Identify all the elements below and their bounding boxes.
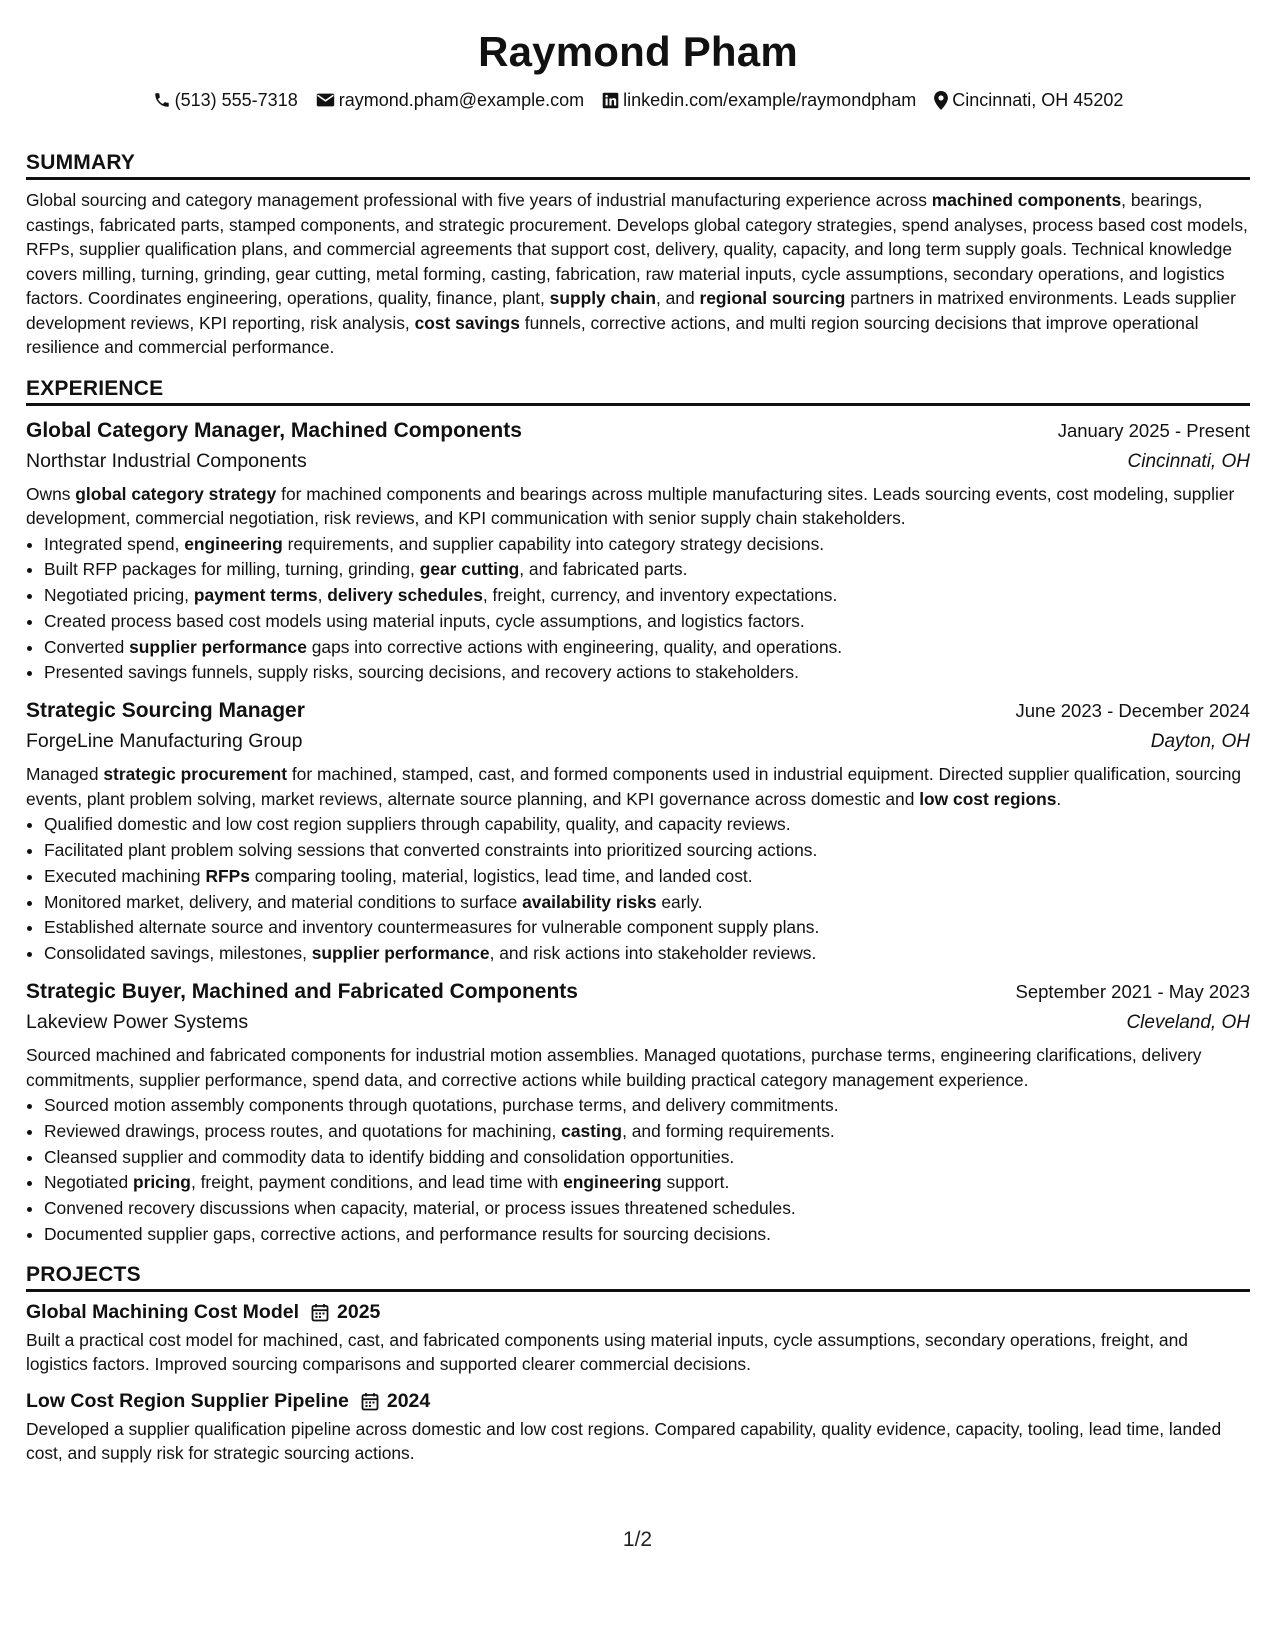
bullet-item [44,660,1250,686]
text-run: funnels, corrective actions, and multi region sourcing decisions that improve operational resilience and commercial performance. [26,312,1199,357]
text-run: Negotiated pricing, [44,585,194,606]
job-title: Strategic Sourcing Manager [26,699,305,723]
bullet-item [44,557,1250,583]
text-run: , freight, currency, and inventory expectations. [482,585,838,606]
bullet-item [44,890,1250,916]
text-run: , bearings, castings, fabricated parts, stamped components, and strategic procurement. Develops global category strategies, spend analyses, process based cost models, RFPs, supplier qualification plans, and commercial agreements that support cost, delivery, quality, capacity, and long term supply goals. Technical knowledge covers milling, turning, grinding, gear cutting, metal forming, casting, fabrication, raw material inputs, cycle assumptions, secondary operations, and logistics factors. Coordinates engineering, operations, quality, finance, plant, [26,190,1248,308]
calendar-icon [307,1303,329,1322]
calendar-icon [357,1392,379,1411]
job-location: Cleveland, OH [1126,1012,1250,1034]
text-run: . [1056,788,1062,809]
text-run: support. [661,1172,730,1193]
text-run: Reviewed drawings, process routes, and quotations for machining, [44,1120,562,1141]
project-name: Low Cost Region Supplier Pipeline [26,1390,349,1413]
summary-text [26,188,1250,360]
company-name: ForgeLine Manufacturing Group [26,730,303,753]
contact-bar [26,88,1250,112]
bold-text: global category strategy [75,483,277,504]
bullet-item [44,1093,1250,1119]
project-description: Built a practical cost model for machined, cast, and fabricated components using material inputs, cycle assumptions, secondary operations, freight, and logistics factors. Improved sourcing comparisons and supported clearer commercial decisions. [26,1329,1188,1375]
bullet-item [44,1170,1250,1196]
text-run: Documented supplier gaps, corrective actions, and performance results for sourcing decisions. [44,1224,771,1245]
company-name: Northstar Industrial Components [26,449,307,472]
contact-location [934,88,1123,112]
bullet-item [44,941,1250,967]
company-name: Lakeview Power Systems [26,1011,249,1034]
map-pin-icon [934,91,948,110]
job-entry [26,977,1250,1248]
project-entry [26,1387,1250,1466]
text-run: Negotiated [44,1172,133,1193]
job-entry [26,696,1250,967]
bullet-item [44,864,1250,890]
job-bullets [26,532,1250,687]
candidate-name: Raymond Pham [478,28,798,75]
bullet-item [44,1119,1250,1145]
envelope-icon [316,92,335,108]
text-run: comparing tooling, material, logistics, lead time, and landed cost. [249,865,753,886]
text-run: Qualified domestic and low cost region suppliers through capability, quality, and capacity reviews. [44,814,791,835]
job-bullets [26,1093,1250,1248]
text-run: partners in matrixed environments. Leads supplier development reviews, KPI reporting, risk analysis, [26,288,1236,333]
linkedin-text[interactable]: linkedin.com/example/raymondpham [623,90,917,110]
summary-heading: SUMMARY [26,148,1250,180]
bold-text: low cost regions [919,788,1057,809]
bold-text: engineering [563,1172,662,1193]
text-run: , and [655,288,700,308]
text-run: , and fabricated parts. [519,559,688,580]
text-run: Built RFP packages for milling, turning, grinding, [44,559,420,580]
bold-text: engineering [184,533,283,554]
bullet-item [44,1145,1250,1171]
job-bullets [26,812,1250,967]
text-run: Sourced machined and fabricated components for industrial motion assemblies. Managed quotations, purchase terms, engineering clarifications, delivery commitments, supplier performance, spend data, and corrective actions while building practical category management experience. [26,1045,1202,1090]
text-run: Global sourcing and category management professional with five years of industrial manufacturing experience across [26,190,932,210]
bullet-item [44,915,1250,941]
bold-text: gear cutting [419,559,520,580]
job-title: Strategic Buyer, Machined and Fabricated Components [26,980,578,1004]
bold-text: regional sourcing [699,288,846,308]
text-run: Managed [26,764,104,785]
page-number: 1/2 [622,1528,653,1551]
bullet-item [44,609,1250,635]
projects-heading: PROJECTS [26,1260,1250,1292]
bullet-item [44,812,1250,838]
job-entry [26,416,1250,687]
text-run: Converted [44,636,130,657]
bullet-item [44,1196,1250,1222]
bullet-item [44,583,1250,609]
job-location: Cincinnati, OH [1127,450,1250,472]
job-dates: September 2021 - May 2023 [1015,981,1250,1003]
project-entry [26,1298,1250,1377]
bold-text: pricing [132,1172,191,1193]
text-run: Established alternate source and inventory countermeasures for vulnerable component supply plans. [44,917,820,938]
text-run: Owns [26,483,76,504]
text-run: for machined, stamped, cast, and formed components used in industrial equipment. Directed supplier qualification, sourcing events, plant problem solving, market reviews, alternate source planning, and KPI governance across domestic and [26,764,1242,809]
contact-email [316,88,584,112]
bold-text: machined components [931,190,1122,210]
text-run: requirements, and supplier capability into category strategy decisions. [282,533,825,554]
text-run: , [317,585,328,606]
bullet-item [44,532,1250,558]
phone-icon [153,91,171,109]
bold-text: cost savings [414,312,520,333]
bold-text: delivery schedules [327,585,483,606]
phone-text[interactable]: (513) 555-7318 [174,90,298,110]
bullet-item [44,838,1250,864]
contact-linkedin [602,88,916,112]
project-year: 2025 [337,1301,381,1324]
linkedin-icon [602,92,619,109]
resume-page [26,0,1250,1466]
bold-text: availability risks [522,891,657,912]
location-text: Cincinnati, OH 45202 [952,90,1124,110]
project-year: 2024 [386,1390,431,1413]
job-description [26,482,1250,531]
text-run: , and forming requirements. [622,1120,835,1141]
job-dates: June 2023 - December 2024 [1015,700,1250,722]
contact-phone [153,88,298,112]
email-text[interactable]: raymond.pham@example.com [338,90,585,110]
text-run: Executed machining [44,865,206,886]
bold-text: RFPs [205,865,250,886]
text-run: , freight, payment conditions, and lead time with [190,1172,564,1193]
text-run: Sourced motion assembly components through quotations, purchase terms, and delivery commitments. [44,1095,839,1116]
bullet-item [44,635,1250,661]
job-location: Dayton, OH [1150,731,1250,753]
job-description [26,1043,1250,1092]
text-run: Created process based cost models using material inputs, cycle assumptions, and logistics factors. [44,610,805,631]
job-title: Global Category Manager, Machined Components [26,418,522,442]
text-run: Presented savings funnels, supply risks, sourcing decisions, and recovery actions to stakeholders. [44,662,799,683]
text-run: early. [656,891,703,912]
text-run: Cleansed supplier and commodity data to identify bidding and consolidation opportunities. [44,1146,735,1167]
bold-text: supplier performance [129,636,307,657]
text-run: for machined components and bearings across multiple manufacturing sites. Leads sourcing events, cost modeling, supplier development, commercial negotiation, risk reviews, and KPI communication with senior supply chain stakeholders. [26,483,1235,528]
bullet-item [44,1222,1250,1248]
project-description: Developed a supplier qualification pipeline across domestic and low cost regions. Compared capability, quality evidence, capacity, tooling, lead time, landed cost, and supply risk for strategic sourcing actions. [26,1418,1222,1464]
project-name: Global Machining Cost Model [26,1301,299,1324]
job-dates: January 2025 - Present [1057,419,1250,441]
bold-text: supplier performance [311,943,490,964]
text-run: , and risk actions into stakeholder reviews. [489,943,817,964]
text-run: gaps into corrective actions with engineering, quality, and operations. [306,636,843,657]
experience-heading: EXPERIENCE [26,374,1250,406]
job-description [26,762,1250,811]
text-run: Convened recovery discussions when capacity, material, or process issues threatened schedules. [44,1198,796,1219]
text-run: Facilitated plant problem solving sessions that converted constraints into prioritized sourcing actions. [44,840,818,861]
text-run: Monitored market, delivery, and material conditions to surface [44,891,523,912]
text-run: Integrated spend, [44,533,185,554]
bold-text: casting [561,1120,623,1141]
bold-text: strategic procurement [103,764,287,785]
text-run: Consolidated savings, milestones, [44,943,312,964]
bold-text: supply chain [549,288,656,308]
bold-text: payment terms [193,585,318,606]
